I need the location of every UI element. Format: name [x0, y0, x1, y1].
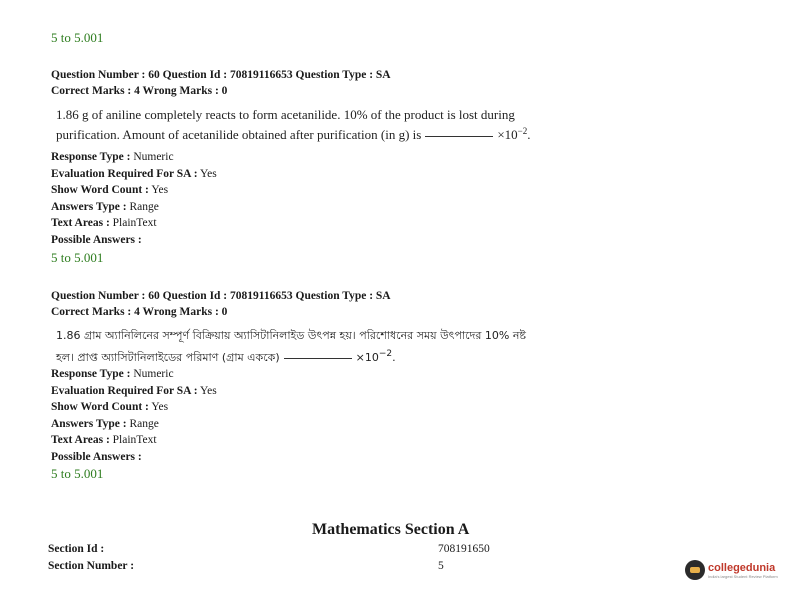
question-text — [56, 106, 596, 143]
section-id-value: 708191650 — [438, 543, 490, 555]
question-header: Question Number : 60 Question Id : 70819116653 Question Type : SA — [51, 290, 391, 302]
word-count-value: Yes — [151, 401, 169, 413]
answers-type-value: Range — [129, 417, 159, 430]
graduate-cap-icon — [685, 560, 705, 580]
section-number-value: 5 — [438, 560, 444, 572]
text-areas-value: PlainText — [112, 217, 157, 229]
question-text-bengali — [56, 326, 596, 367]
possible-answer-value: 5 to 5.001 — [51, 30, 104, 45]
evaluation-value: Yes — [200, 167, 217, 180]
response-type-value: Numeric — [133, 151, 174, 163]
answers-type-value: Range — [129, 200, 159, 213]
question-line-2: হল। প্রাপ্ত অ্যাসিটানিলাইডের পরিমাণ (গ্রাম এককে) $\times 10^{-2}$. — [56, 349, 396, 364]
possible-answer-value: 5 to 5.001 — [51, 250, 104, 265]
answer-blank — [284, 357, 352, 359]
question-line-2: purification. Amount of acetanilide obtained after purification (in g) is $\times 10^{-2}$. — [56, 126, 531, 142]
word-count-value: Yes — [151, 184, 169, 196]
evaluation-value: Yes — [200, 384, 217, 397]
question-meta: Response Type : Numeric Evaluation Required For SA : Yes Show Word Count : Yes Answers Type : Range Text Areas : PlainText Possible Answers : — [51, 368, 217, 463]
question-meta: Response Type : Numeric Evaluation Required For SA : Yes Show Word Count : Yes Answers Type : Range Text Areas : PlainText Possible Answers : — [51, 151, 217, 246]
section-title: Mathematics Section A — [312, 521, 470, 538]
response-type-value: Numeric — [133, 368, 174, 380]
text-areas-value: PlainText — [112, 434, 157, 446]
collegedunia-logo: collegedunia India's largest Student Review Platform — [685, 560, 778, 580]
marks-line: Correct Marks : 4 Wrong Marks : 0 — [51, 306, 228, 318]
question-line-1: 1.86 গ্রাম অ্যানিলিনের সম্পূর্ণ বিক্রিয়ায় অ্যাসিটানিলাইড উৎপন্ন হয়। পরিশোধনের সময় উৎপাদের 10% নষ্ট — [56, 329, 527, 342]
question-line-1: 1.86 g of aniline completely reacts to form acetanilide. 10% of the product is lost during — [56, 107, 515, 122]
possible-answer-value: 5 to 5.001 — [51, 466, 104, 481]
section-id-label: Section Id : — [48, 543, 105, 555]
section-number-label: Section Number : — [48, 560, 135, 572]
question-header: Question Number : 60 Question Id : 70819116653 Question Type : SA — [51, 69, 391, 81]
marks-line: Correct Marks : 4 Wrong Marks : 0 — [51, 85, 228, 97]
answer-blank — [425, 135, 493, 137]
